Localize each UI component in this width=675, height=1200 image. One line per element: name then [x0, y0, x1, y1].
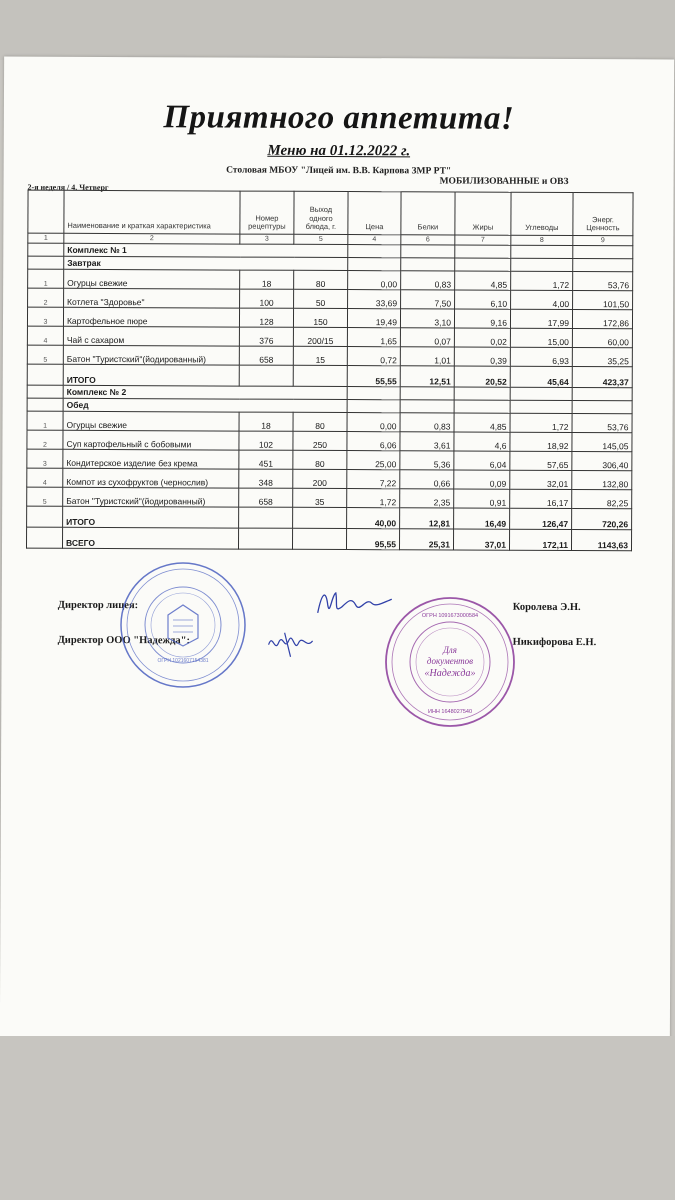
stamp-blue-ogrn: ОГРН 1021607154381 — [157, 658, 209, 664]
energy: 53,76 — [572, 414, 632, 433]
energy: 145,05 — [572, 433, 632, 452]
blank-cell — [573, 259, 633, 272]
total-row-complex-2-fat: 16,49 — [454, 508, 510, 529]
grand-total-row-protein: 25,31 — [399, 529, 453, 550]
recipe-number: 376 — [239, 327, 293, 346]
blank-cell — [239, 365, 293, 386]
menu-date: Меню на 01.12.2022 г. — [267, 142, 411, 160]
director-lyceum-name: Королева Э.Н. — [512, 601, 581, 614]
dish-name: Чай с сахаром — [63, 326, 239, 346]
column-index-cell: 3 — [240, 234, 294, 244]
carbs: 15,00 — [510, 328, 572, 347]
blank-cell — [573, 246, 633, 259]
column-index-cell: 8 — [511, 235, 573, 245]
column-index-cell: 5 — [294, 234, 348, 244]
price: 1,72 — [347, 489, 400, 508]
fat: 0,09 — [454, 470, 510, 489]
blank-cell — [511, 245, 573, 258]
carbs: 6,93 — [510, 347, 572, 366]
carbs: 1,72 — [510, 413, 572, 432]
dish-name: Котлета "Здоровье" — [64, 288, 240, 308]
blank-cell — [510, 400, 572, 413]
blank-cell — [454, 400, 510, 413]
table-row — [27, 345, 632, 367]
col-header-yield: Выход одного блюда, г. — [294, 191, 348, 234]
fat: 9,16 — [454, 309, 510, 328]
carbs: 1,72 — [511, 271, 573, 290]
energy: 172,86 — [572, 310, 632, 329]
total-row-complex-1-label: ИТОГО — [63, 364, 239, 386]
column-index-cell: 4 — [348, 235, 401, 245]
portion-yield: 250 — [293, 431, 347, 450]
dish-name: Огурцы свежие — [64, 269, 240, 289]
portion-yield: 80 — [293, 412, 347, 431]
recipe-number: 18 — [239, 412, 293, 431]
energy: 82,25 — [572, 490, 632, 509]
price: 0,00 — [348, 271, 401, 290]
fat: 6,04 — [454, 451, 510, 470]
column-index-cell: 2 — [64, 233, 240, 244]
carbs: 17,99 — [510, 309, 572, 328]
blank-cell — [348, 245, 401, 258]
grand-total-row-carbs: 172,11 — [509, 529, 571, 550]
col-header-name: Наименование и краткая характеристика — [64, 190, 240, 234]
director-lyceum-label: Директор лицея: — [57, 599, 139, 612]
blank-cell — [27, 506, 63, 527]
dish-name: Батон "Туристский"(йодированный) — [63, 345, 239, 365]
protein: 3,10 — [400, 309, 454, 328]
stamp-purple-line3: «Надежда» — [424, 668, 476, 679]
protein: 0,83 — [401, 271, 455, 290]
total-row-complex-2-carbs: 126,47 — [510, 508, 572, 529]
portion-yield: 15 — [293, 346, 347, 365]
price: 0,00 — [347, 413, 400, 432]
signature-ooo — [264, 623, 324, 663]
stamp-purple-ogrn: ОГРН 1091673000584 — [421, 613, 479, 619]
table-header-row — [28, 190, 633, 236]
recipe-number: 128 — [239, 308, 293, 327]
blank-cell — [454, 387, 510, 400]
total-row-complex-2-label: ИТОГО — [63, 506, 239, 528]
dish-name: Картофельное пюре — [63, 307, 239, 327]
recipe-number: 348 — [239, 469, 293, 488]
menu-sheet — [0, 57, 674, 1040]
blank-cell — [572, 401, 632, 414]
blank-cell — [348, 258, 401, 271]
blank-cell — [28, 243, 64, 256]
table-row — [27, 430, 632, 452]
grand-total-row-energy: 1143,63 — [571, 530, 631, 551]
table-row — [28, 288, 633, 310]
col-header-num — [28, 190, 64, 233]
blank-cell — [455, 245, 511, 258]
menu-table — [26, 190, 634, 552]
row-number: 4 — [27, 468, 63, 487]
background-bottom — [0, 1036, 675, 1200]
protein: 7,50 — [401, 290, 455, 309]
director-ooo-name: Никифорова Е.Н. — [512, 636, 597, 649]
energy: 101,50 — [573, 291, 633, 310]
total-row-complex-1-price: 55,55 — [347, 366, 400, 387]
complex-2-heading: Комплекс № 2 — [63, 385, 347, 399]
column-index-cell: 1 — [28, 233, 64, 243]
col-header-recipe: Номер рецептуры — [240, 191, 294, 234]
table-row — [27, 411, 632, 433]
energy: 60,00 — [572, 329, 632, 348]
row-number: 4 — [27, 326, 63, 345]
col-header-price: Цена — [348, 192, 401, 235]
recipe-number: 102 — [239, 431, 293, 450]
recipe-number: 658 — [239, 346, 293, 365]
portion-yield: 80 — [293, 450, 347, 469]
protein: 5,36 — [400, 451, 454, 470]
row-number: 5 — [27, 487, 63, 506]
carbs: 57,65 — [510, 451, 572, 470]
col-header-carbs: Углеводы — [511, 192, 573, 235]
row-number: 3 — [27, 307, 63, 326]
energy: 132,80 — [572, 471, 632, 490]
table-row — [28, 269, 633, 291]
total-row-complex-1-protein: 12,51 — [400, 366, 454, 387]
lunch-heading: Обед — [63, 398, 347, 412]
carbs: 4,00 — [511, 290, 573, 309]
price: 19,49 — [347, 309, 400, 328]
portion-yield: 35 — [293, 488, 347, 507]
protein: 0,66 — [400, 470, 454, 489]
row-number: 2 — [28, 288, 64, 307]
fat: 4,85 — [455, 271, 511, 290]
target-group: МОБИЛИЗОВАННЫЕ и ОВЗ — [439, 176, 569, 188]
dish-name: Компот из сухофруктов (чернослив) — [63, 468, 239, 488]
grand-total-row-price: 95,55 — [346, 529, 399, 550]
breakfast-heading: Завтрак — [64, 256, 348, 270]
stamp-purple-line1: Для — [443, 645, 457, 655]
price: 25,00 — [347, 451, 400, 470]
total-row-complex-1 — [27, 364, 632, 388]
portion-yield: 200 — [293, 469, 347, 488]
total-row-complex-2 — [27, 506, 632, 530]
fat: 0,91 — [454, 489, 510, 508]
blank-cell — [239, 507, 293, 528]
table-row — [27, 307, 632, 329]
fat: 6,10 — [455, 290, 511, 309]
grand-total-row-fat: 37,01 — [453, 529, 509, 550]
price: 7,22 — [347, 470, 400, 489]
dish-name: Суп картофельный с бобовыми — [63, 430, 239, 450]
price: 1,65 — [347, 328, 400, 347]
blank-cell — [27, 385, 63, 398]
blank-cell — [455, 258, 511, 271]
recipe-number: 18 — [240, 270, 294, 289]
fat: 0,39 — [454, 347, 510, 366]
blank-cell — [400, 387, 454, 400]
blank-cell — [511, 258, 573, 271]
table-row — [27, 326, 632, 348]
total-row-complex-1-fat: 20,52 — [454, 366, 510, 387]
blank-cell — [293, 507, 347, 528]
portion-yield: 150 — [293, 308, 347, 327]
recipe-number: 451 — [239, 450, 293, 469]
blank-cell — [26, 527, 62, 548]
row-number: 1 — [28, 269, 64, 288]
total-row-complex-2-price: 40,00 — [347, 508, 400, 529]
stamp-nadezhda-seal — [383, 595, 518, 730]
price: 6,06 — [347, 432, 400, 451]
price: 0,72 — [347, 347, 400, 366]
row-number: 3 — [27, 449, 63, 468]
total-row-complex-2-protein: 12,81 — [400, 508, 454, 529]
background-top — [0, 0, 675, 60]
total-row-complex-1-energy: 423,37 — [572, 367, 632, 388]
energy: 306,40 — [572, 452, 632, 471]
protein: 2,35 — [400, 489, 454, 508]
grand-total-row-label: ВСЕГО — [62, 527, 238, 549]
column-index-cell: 6 — [401, 235, 455, 245]
protein: 0,83 — [400, 413, 454, 432]
protein: 3,61 — [400, 432, 454, 451]
col-header-fat: Жиры — [455, 192, 511, 235]
stamp-purple-inn: ИНН 1648027540 — [427, 709, 473, 715]
column-index-cell: 9 — [573, 236, 633, 246]
blank-cell — [292, 528, 346, 549]
blank-cell — [572, 388, 632, 401]
portion-yield: 80 — [294, 270, 348, 289]
dish-name: Батон "Туристский"(йодированный) — [63, 487, 239, 507]
portion-yield: 50 — [294, 289, 348, 308]
total-row-complex-1-carbs: 45,64 — [510, 366, 572, 387]
blank-cell — [400, 400, 454, 413]
dish-name: Огурцы свежие — [63, 411, 239, 431]
table-row — [27, 468, 632, 490]
protein: 1,01 — [400, 347, 454, 366]
blank-cell — [28, 256, 64, 269]
fat: 0,02 — [454, 328, 510, 347]
stamp-lyceum-seal — [118, 560, 248, 690]
col-header-protein: Белки — [401, 192, 455, 235]
row-number: 5 — [27, 345, 63, 364]
total-row-complex-2-energy: 720,26 — [572, 509, 632, 530]
blank-cell — [27, 364, 63, 385]
blank-cell — [401, 245, 455, 258]
energy: 53,76 — [573, 272, 633, 291]
row-number: 1 — [27, 411, 63, 430]
week-day: 2-я неделя / 4. Четверг — [27, 182, 109, 192]
price: 33,69 — [348, 290, 401, 309]
table-row — [27, 487, 632, 509]
stamp-purple-line2: документов — [426, 656, 474, 666]
grand-total-row — [26, 527, 631, 551]
table-row — [27, 449, 632, 471]
fat: 4,6 — [454, 432, 510, 451]
protein: 0,07 — [400, 328, 454, 347]
blank-cell — [347, 400, 400, 413]
blank-cell — [510, 387, 572, 400]
blank-cell — [293, 365, 347, 386]
recipe-number: 658 — [239, 488, 293, 507]
column-index-cell: 7 — [455, 235, 511, 245]
blank-cell — [238, 528, 292, 549]
row-number: 2 — [27, 430, 63, 449]
carbs: 32,01 — [510, 470, 572, 489]
col-header-energy: Энерг. Ценность — [573, 193, 633, 236]
portion-yield: 200/15 — [293, 327, 347, 346]
director-ooo-label: Директор ООО "Надежда": — [57, 634, 191, 647]
carbs: 18,92 — [510, 432, 572, 451]
fat: 4,85 — [454, 413, 510, 432]
blank-cell — [347, 387, 400, 400]
blank-cell — [27, 398, 63, 411]
canteen-name: Столовая МБОУ "Лицей им. В.В. Карпова ЗМР РТ" — [226, 165, 452, 177]
blank-cell — [401, 258, 455, 271]
energy: 35,25 — [572, 348, 632, 367]
dish-name: Кондитерское изделие без крема — [63, 449, 239, 469]
recipe-number: 100 — [240, 289, 294, 308]
page-title: Приятного аппетита! — [163, 99, 515, 137]
carbs: 16,17 — [510, 489, 572, 508]
complex-1-heading: Комплекс № 1 — [64, 243, 348, 257]
